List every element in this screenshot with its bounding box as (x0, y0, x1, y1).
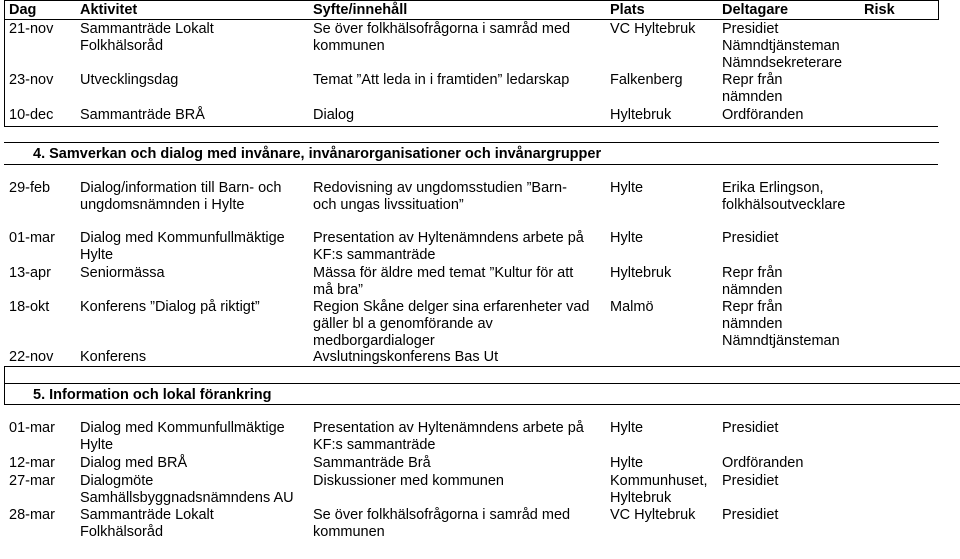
table-rule (4, 164, 938, 165)
section-4-title: 4. Samverkan och dialog med invånare, invånarorganisationer och invånargrupper (33, 146, 602, 162)
table-header (0, 0, 960, 20)
cell-deltagare: Presidiet (722, 420, 779, 436)
cell-syfte: Mässa för äldre med temat ”Kultur för att (313, 265, 574, 281)
cell-plats: Hylte (610, 420, 644, 436)
cell-aktivitet: Dialog med Kommunfullmäktige (80, 420, 285, 436)
header-dag: Dag (9, 2, 37, 18)
table-rule (4, 366, 960, 367)
cell-deltagare: Erika Erlingson, (722, 180, 824, 196)
cell-plats: Hyltebruk (610, 490, 672, 506)
cell-plats: VC Hyltebruk (610, 507, 696, 523)
cell-plats: Hyltebruk (610, 265, 672, 281)
cell-aktivitet: Samhällsbyggnadsnämndens AU (80, 490, 294, 506)
table-rule (4, 383, 960, 384)
cell-dag: 27-mar (9, 473, 55, 489)
cell-syfte: KF:s sammanträde (313, 247, 436, 263)
header-syfte: Syfte/innehåll (313, 2, 408, 18)
cell-syfte: Redovisning av ungdomsstudien ”Barn- (313, 180, 567, 196)
cell-syfte: och ungas livssituation” (313, 197, 464, 213)
cell-syfte: Temat ”Att leda in i framtiden” ledarskap (313, 72, 570, 88)
cell-syfte: KF:s sammanträde (313, 437, 436, 453)
cell-dag: 21-nov (9, 21, 54, 37)
cell-deltagare: Repr från (722, 72, 783, 88)
cell-dag: 22-nov (9, 349, 54, 365)
cell-deltagare: nämnden (722, 89, 783, 105)
cell-syfte: medborgardialoger (313, 333, 435, 349)
cell-aktivitet: Seniormässa (80, 265, 165, 281)
cell-syfte: kommunen (313, 38, 385, 54)
cell-syfte: gäller bl a genomförande av (313, 316, 493, 332)
cell-plats: VC Hyltebruk (610, 21, 696, 37)
table-rule (4, 126, 938, 127)
cell-plats: Hylte (610, 230, 644, 246)
cell-deltagare: Nämndtjänsteman (722, 333, 840, 349)
table-rule (4, 142, 938, 143)
cell-deltagare: Repr från (722, 299, 783, 315)
table-rule (4, 142, 5, 143)
header-plats: Plats (610, 2, 645, 18)
cell-aktivitet: Utvecklingsdag (80, 72, 179, 88)
section-5-title: 5. Information och lokal förankring (33, 387, 272, 403)
cell-syfte: Presentation av Hyltenämndens arbete på (313, 230, 584, 246)
cell-dag: 12-mar (9, 455, 55, 471)
cell-syfte: Avslutningskonferens Bas Ut (313, 349, 499, 365)
cell-deltagare: Ordföranden (722, 107, 804, 123)
table-rule (4, 0, 5, 127)
cell-aktivitet: Folkhälsoråd (80, 524, 164, 540)
cell-deltagare: Nämndtjänsteman (722, 38, 840, 54)
cell-syfte: Region Skåne delger sina erfarenheter vad (313, 299, 590, 315)
cell-deltagare: Nämndsekreterare (722, 55, 843, 71)
cell-syfte: Presentation av Hyltenämndens arbete på (313, 420, 584, 436)
cell-deltagare: Presidiet (722, 21, 779, 37)
cell-syfte: kommunen (313, 524, 385, 540)
cell-plats: Falkenberg (610, 72, 683, 88)
cell-syfte: Se över folkhälsofrågorna i samråd med (313, 507, 571, 523)
cell-dag: 01-mar (9, 420, 55, 436)
cell-plats: Hylte (610, 180, 644, 196)
cell-aktivitet: Hylte (80, 247, 114, 263)
header-aktivitet: Aktivitet (80, 2, 138, 18)
cell-aktivitet: Dialog/information till Barn- och (80, 180, 282, 196)
cell-syfte: Se över folkhälsofrågorna i samråd med (313, 21, 571, 37)
cell-aktivitet: Dialog med BRÅ (80, 455, 188, 471)
cell-syfte: Sammanträde Brå (313, 455, 431, 471)
cell-dag: 29-feb (9, 180, 51, 196)
cell-dag: 28-mar (9, 507, 55, 523)
cell-dag: 13-apr (9, 265, 51, 281)
cell-plats: Hylte (610, 455, 644, 471)
cell-aktivitet: Sammanträde Lokalt (80, 507, 214, 523)
cell-aktivitet: Dialog med Kommunfullmäktige (80, 230, 285, 246)
cell-deltagare: nämnden (722, 282, 783, 298)
cell-plats: Hyltebruk (610, 107, 672, 123)
cell-deltagare: folkhälsoutvecklare (722, 197, 846, 213)
cell-plats: Kommunhuset, (610, 473, 708, 489)
cell-aktivitet: Dialogmöte (80, 473, 154, 489)
cell-syfte: må bra” (313, 282, 363, 298)
table-rule (4, 366, 5, 405)
cell-deltagare: Presidiet (722, 507, 779, 523)
cell-aktivitet: Konferens (80, 349, 147, 365)
cell-syfte: Diskussioner med kommunen (313, 473, 504, 489)
cell-deltagare: Presidiet (722, 473, 779, 489)
cell-aktivitet: Folkhälsoråd (80, 38, 164, 54)
table-rule (4, 404, 960, 405)
header-deltagare: Deltagare (722, 2, 789, 18)
header-risk: Risk (864, 2, 895, 18)
cell-deltagare: Presidiet (722, 230, 779, 246)
cell-syfte: Dialog (313, 107, 355, 123)
cell-aktivitet: Hylte (80, 437, 114, 453)
cell-aktivitet: ungdomsnämnden i Hylte (80, 197, 245, 213)
cell-aktivitet: Sammanträde BRÅ (80, 107, 205, 123)
cell-dag: 01-mar (9, 230, 55, 246)
cell-dag: 23-nov (9, 72, 54, 88)
cell-aktivitet: Konferens ”Dialog på riktigt” (80, 299, 260, 315)
cell-deltagare: Ordföranden (722, 455, 804, 471)
cell-plats: Malmö (610, 299, 654, 315)
cell-dag: 18-okt (9, 299, 50, 315)
table-rule (938, 0, 939, 20)
cell-aktivitet: Sammanträde Lokalt (80, 21, 214, 37)
cell-dag: 10-dec (9, 107, 54, 123)
table-rule (4, 19, 938, 20)
table-rule (4, 0, 938, 1)
cell-deltagare: nämnden (722, 316, 783, 332)
cell-deltagare: Repr från (722, 265, 783, 281)
table-rule (938, 142, 939, 143)
